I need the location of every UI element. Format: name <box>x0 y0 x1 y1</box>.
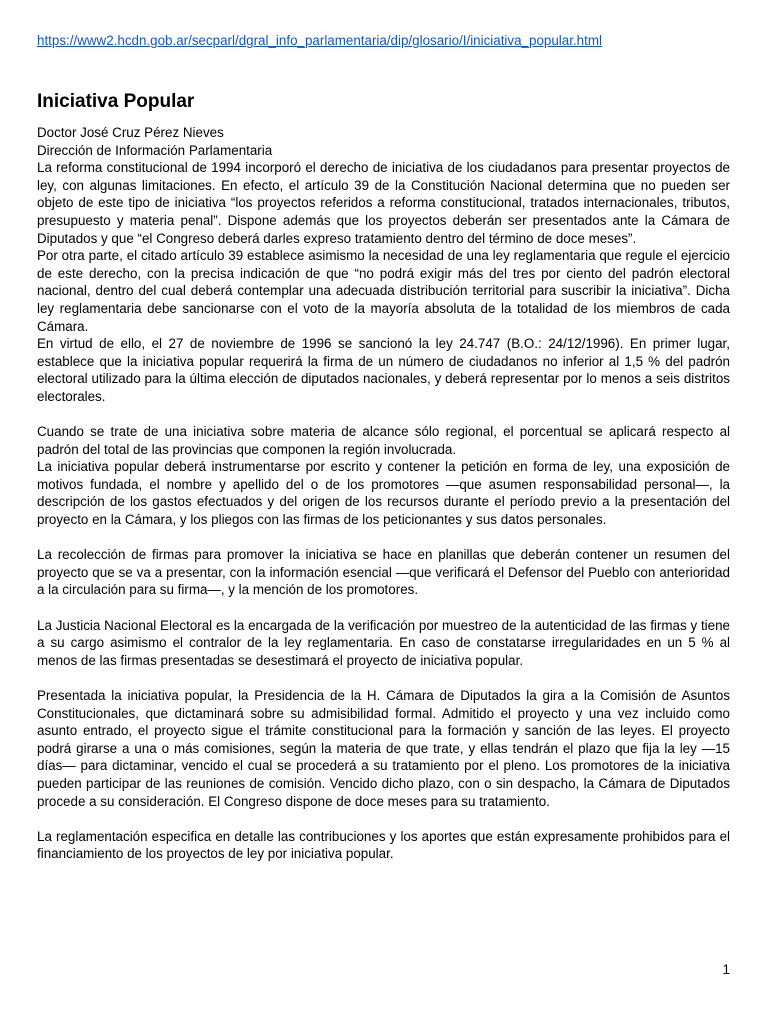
paragraph: En virtud de ello, el 27 de noviembre de 1996 se sancionó la ley 24.747 (B.O.: 24/12/1996). En primer lugar, establece que la iniciativa popular requerirá la firma de un número de ciudadanos no inferior al 1,5 % del padrón electoral utilizado para la última elección de diputados nacionales, y deberá representar por lo menos a seis distritos electorales. <box>37 336 730 404</box>
paragraph: La reglamentación especifica en detalle las contribuciones y los aportes que están expresamente prohibidos para el financiamiento de los proyectos de ley por iniciativa popular. <box>37 828 730 862</box>
page-number: 1 <box>722 962 730 977</box>
document-title: Iniciativa Popular <box>37 91 195 112</box>
department-line: Dirección de Información Parlamentaria <box>37 142 273 158</box>
paragraph: La recolección de firmas para promover la iniciativa se hace en planillas que deberán contener un resumen del proyecto que se va a presentar, con la información esencial —que verificará el Defensor del Pueblo con anterioridad a la circulación para su firma—, y la mención de los promotores. <box>37 547 730 598</box>
document-body <box>37 124 730 863</box>
paragraph: Presentada la iniciativa popular, la Presidencia de la H. Cámara de Diputados la gira a la Comisión de Asuntos Constitucionales, que dictaminará sobre su admisibilidad formal. Admitido el proyecto y una vez incluido como asunto entrado, el proyecto sigue el trámite constitucional para la formación y sanción de las leyes. El proyecto podrá girarse a una o más comisiones, según la materia de que trate, y ellas tendrán el plazo que fija la ley —15 días— para dictaminar, vencido el cual se procederá a su tratamiento por el pleno. Los promotores de la iniciativa pueden participar de las reuniones de comisión. Vencido dicho plazo, con o sin despacho, la Cámara de Diputados procede a su consideración. El Congreso dispone de doce meses para su tratamiento. <box>37 688 730 809</box>
paragraph: Por otra parte, el citado artículo 39 establece asimismo la necesidad de una ley reglamentaria que regule el ejercicio de este derecho, con la precisa indicación de que “no podrá exigir más del tres por ciento del padrón electoral nacional, dentro del cual deberá contemplar una adecuada distribución territorial para suscribir la iniciativa”. Dicha ley reglamentaria debe sancionarse con el voto de la mayoría absoluta de la totalidad de los miembros de cada Cámara. <box>37 248 730 334</box>
paragraph: La Justicia Nacional Electoral es la encargada de la verificación por muestreo de la autenticidad de las firmas y tiene a su cargo asimismo el contralor de la ley reglamentaria. En caso de constatarse irregularidades en un 5 % al menos de las firmas presentadas se desestimará el proyecto de iniciativa popular. <box>37 617 730 668</box>
paragraph: La iniciativa popular deberá instrumentarse por escrito y contener la petición en forma de ley, una exposición de motivos fundada, el nombre y apellido del o de los promotores —que asumen responsabilidad personal—, la descripción de los gastos efectuados y del origen de los recursos durante el período previo a la presentación del proyecto en la Cámara, y los pliegos con las firmas de los peticionantes y sus datos personales. <box>37 459 730 528</box>
paragraph: La reforma constitucional de 1994 incorporó el derecho de iniciativa de los ciudadanos para presentar proyectos de ley, con algunas limitaciones. En efecto, el artículo 39 de la Constitución Nacional determina que no pueden ser objeto de este tipo de iniciativa “los proyectos referidos a reforma constitucional, tratados internacionales, tributos, presupuesto y materia penal”. Dispone además que los proyectos deberán ser presentados ante la Cámara de Diputados y que “el Congreso deberá darles expreso tratamiento dentro del término de doce meses”. <box>37 160 730 246</box>
author-line: Doctor José Cruz Pérez Nieves <box>37 125 224 140</box>
paragraph: Cuando se trate de una iniciativa sobre materia de alcance sólo regional, el porcentual se aplicará respecto al padrón del total de las provincias que componen la región involucrada. <box>37 424 730 457</box>
source-url-link[interactable]: https://www2.hcdn.gob.ar/secparl/dgral_info_parlamentaria/dip/glosario/I/iniciativa_popular.html <box>37 33 602 48</box>
